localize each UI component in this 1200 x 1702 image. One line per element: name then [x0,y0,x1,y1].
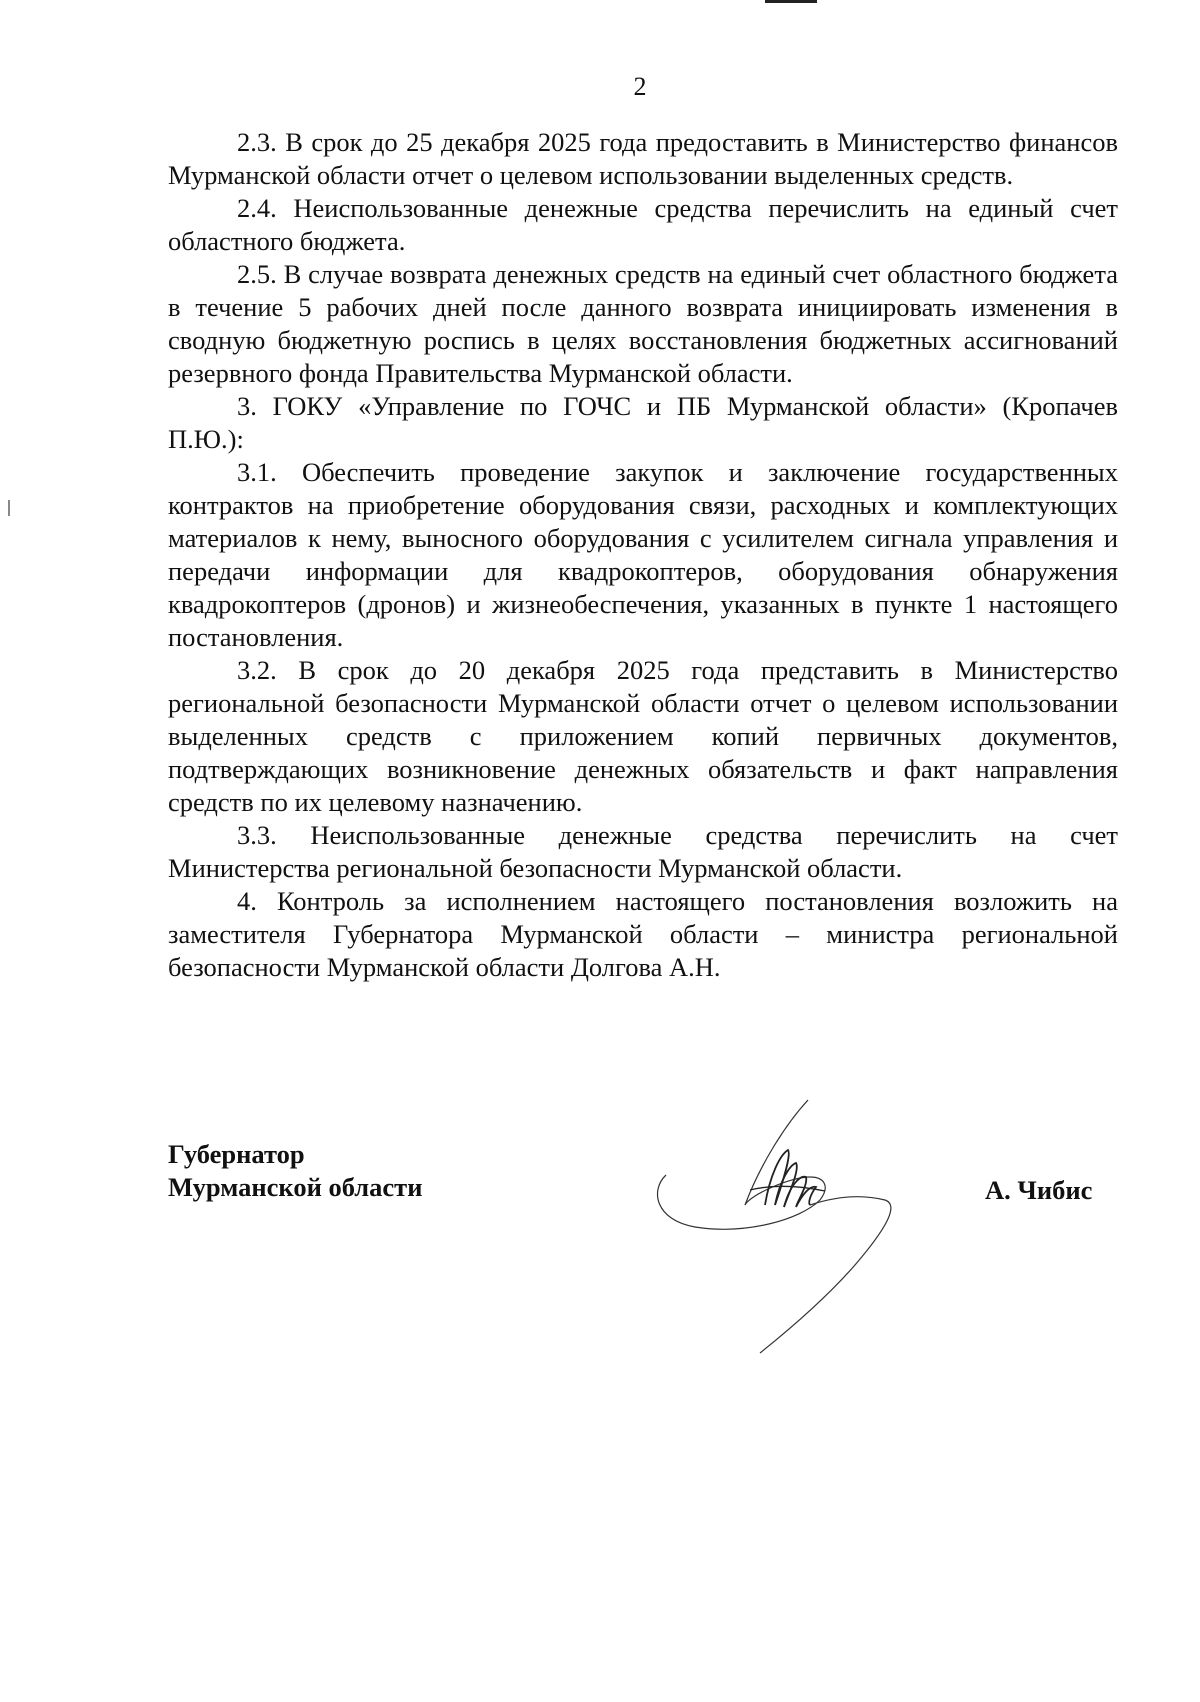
signatory-name: А. Чибис [985,1175,1093,1205]
handwritten-signature [650,1095,940,1355]
paragraph-3-2: 3.2. В срок до 20 декабря 2025 года представить в Министерство региональной безопасности Мурманской области отчет о целевом использовании выделенных средств с приложением копий первичных документов, подтверждающих возникновение денежных обязательств и факт направления средств по их целевому назначению. [168,655,1118,817]
paragraph-3-1: 3.1. Обеспечить проведение закупок и заключение государственных контрактов на приобретение оборудования связи, расходных и комплектующих материалов к нему, выносного оборудования с усилителем сигнала управления и передачи информации для квадрокоптеров, оборудования обнаружения квадрокоптеров (дронов) и жизнеобеспечения, указанных в пункте 1 настоящего постановления. [168,457,1118,652]
signatory-title [168,1138,422,1204]
signatory-title-line1: Губернатор [168,1139,305,1169]
paragraph-2-3: 2.3. В срок до 25 декабря 2025 года предоставить в Министерство финансов Мурманской области отчет о целевом использовании выделенных средств. [168,127,1118,190]
paragraph-2-4: 2.4. Неиспользованные денежные средства перечислить на единый счет областного бюджета. [168,193,1118,256]
paragraph-3-3: 3.3. Неиспользованные денежные средства перечислить на счет Министерства региональной безопасности Мурманской области. [168,820,1118,883]
document-body [168,126,1118,984]
paragraph-3: 3. ГОКУ «Управление по ГОЧС и ПБ Мурманской области» (Кропачев П.Ю.): [168,391,1118,454]
scan-mark [8,500,10,516]
paragraph-2-5: 2.5. В случае возврата денежных средств на единый счет областного бюджета в течение 5 рабочих дней после данного возврата инициировать изменения в сводную бюджетную роспись в целях восстановления бюджетных ассигнований резервного фонда Правительства Мурманской области. [168,259,1118,388]
paragraph-4: 4. Контроль за исполнением настоящего постановления возложить на заместителя Губернатора Мурманской области – министра региональной безопасности Мурманской области Долгова А.Н. [168,886,1118,982]
page-number: 2 [633,72,647,101]
signatory-title-line2: Мурманской области [168,1172,423,1202]
scan-mark [765,0,817,3]
